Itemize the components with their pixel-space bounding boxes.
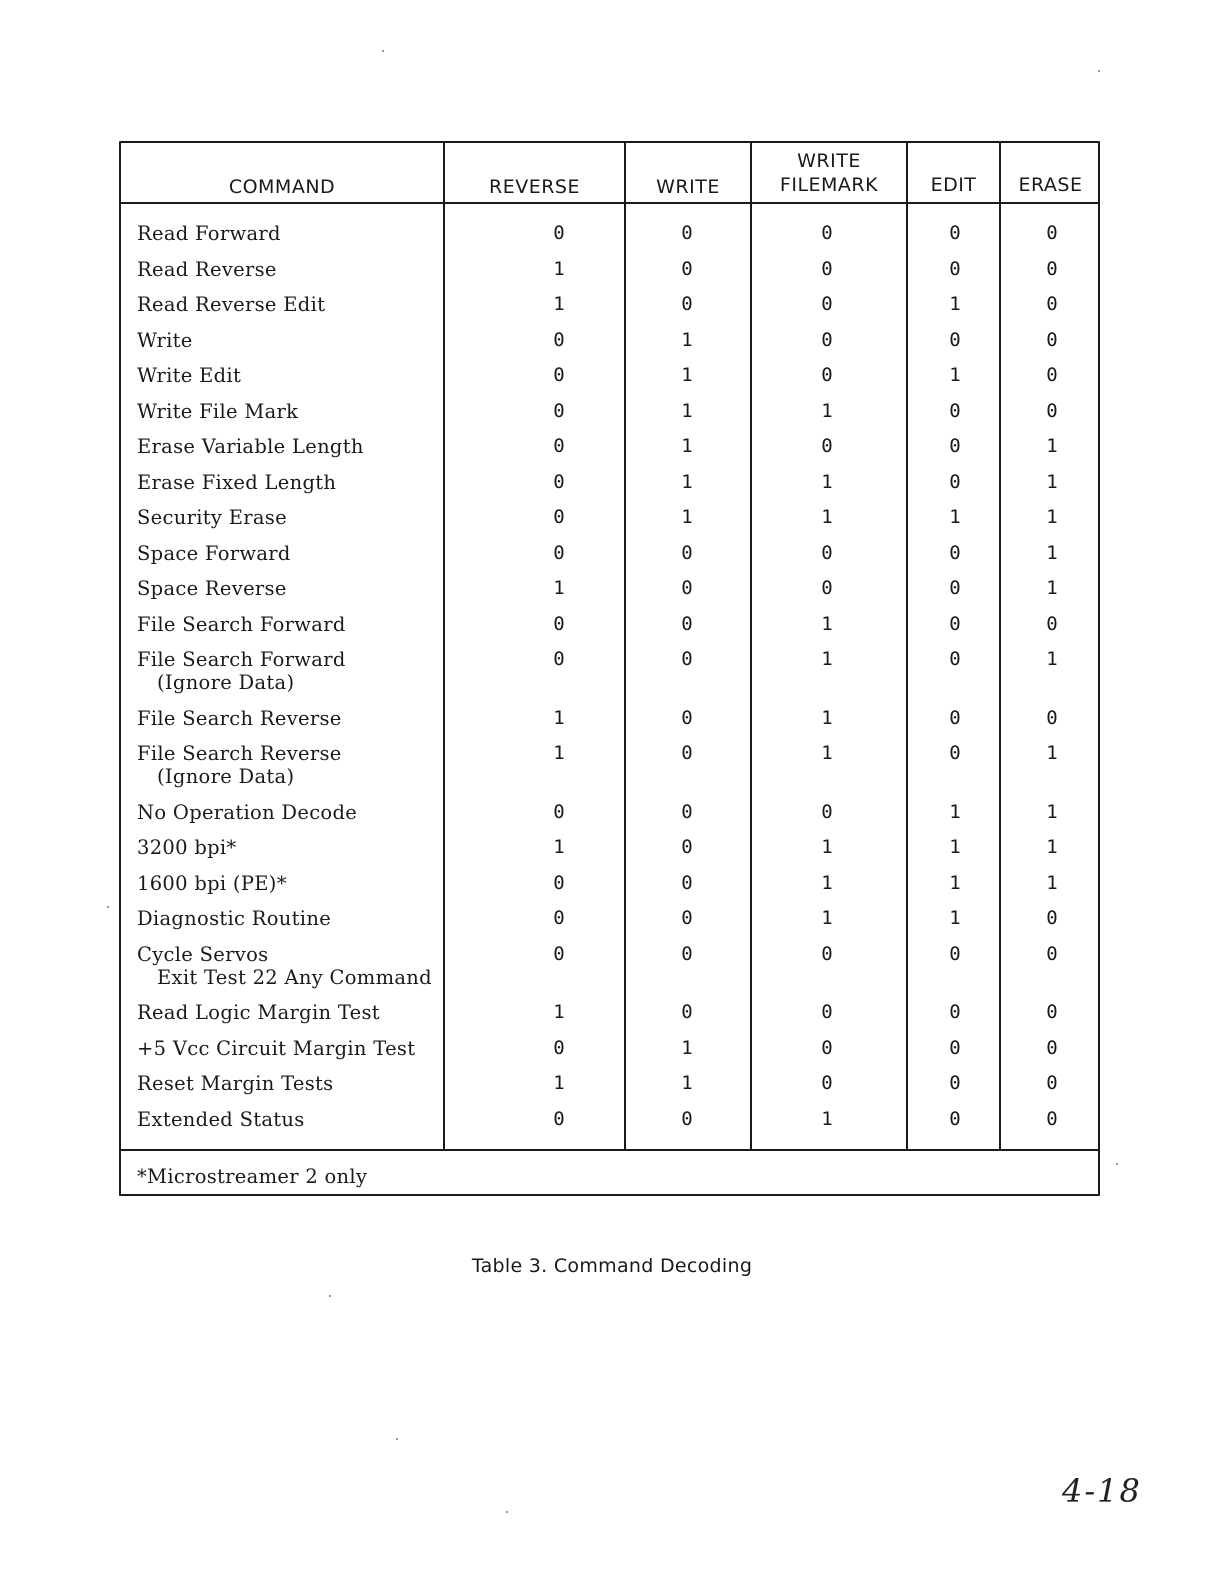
bit-value: 0 xyxy=(821,942,833,965)
bit-value: 1 xyxy=(553,577,565,599)
bit-value: 1 xyxy=(821,907,833,929)
bit-value: 0 xyxy=(949,328,961,351)
command-sublabel: (Ignore Data) xyxy=(157,671,295,694)
bit-value: 0 xyxy=(821,328,833,351)
bit-value: 0 xyxy=(553,470,565,493)
command-decoding-table xyxy=(119,141,1100,1196)
command-name xyxy=(137,836,236,859)
table-row xyxy=(121,942,1098,989)
command-name xyxy=(137,542,291,565)
command-label: Erase Fixed Length xyxy=(137,470,337,494)
bit-value: 0 xyxy=(553,506,565,528)
bit-value: 0 xyxy=(821,257,833,280)
header-edit: EDIT xyxy=(930,174,977,196)
bit-value: 1 xyxy=(553,293,565,315)
bit-value: 0 xyxy=(949,1107,961,1130)
bit-value: 1 xyxy=(949,907,961,929)
command-name xyxy=(137,577,287,600)
bit-value: 1 xyxy=(949,506,961,528)
bit-value: 0 xyxy=(949,257,961,280)
bit-value: 1 xyxy=(681,399,693,422)
command-name xyxy=(137,258,277,281)
table-row xyxy=(121,577,1098,609)
table-row xyxy=(121,707,1098,739)
command-name xyxy=(137,943,432,989)
header-command: COMMAND xyxy=(228,176,336,198)
bit-value: 0 xyxy=(553,1036,565,1059)
bit-value: 0 xyxy=(949,742,961,764)
command-name xyxy=(137,364,241,387)
bit-value: 0 xyxy=(553,222,565,244)
scan-speck xyxy=(1116,1163,1118,1165)
table-row xyxy=(121,400,1098,432)
bit-value: 0 xyxy=(553,1107,565,1130)
command-label: Space Forward xyxy=(137,541,291,565)
command-label: Reset Margin Tests xyxy=(137,1072,334,1095)
bit-value: 0 xyxy=(681,907,693,929)
command-label: File Search Reverse xyxy=(137,706,342,730)
bit-value: 0 xyxy=(1046,1107,1058,1130)
bit-value: 0 xyxy=(681,706,693,729)
table-row xyxy=(121,742,1098,788)
table-row xyxy=(121,801,1098,833)
bit-value: 0 xyxy=(681,577,693,599)
bit-value: 0 xyxy=(821,222,833,244)
bit-value: 1 xyxy=(821,612,833,635)
bit-value: 0 xyxy=(949,612,961,635)
command-name xyxy=(137,435,364,458)
command-sublabel: (Ignore Data) xyxy=(157,765,295,788)
bit-value: 1 xyxy=(949,836,961,858)
scan-speck xyxy=(396,1438,398,1440)
bit-value: 0 xyxy=(949,435,961,457)
bit-value: 1 xyxy=(553,257,565,280)
command-label: Read Forward xyxy=(137,222,281,245)
bit-value: 0 xyxy=(681,836,693,858)
scan-speck xyxy=(382,50,384,52)
bit-value: 0 xyxy=(681,612,693,635)
bit-value: 0 xyxy=(949,222,961,244)
table-row xyxy=(121,293,1098,325)
table-row xyxy=(121,907,1098,939)
bit-value: 0 xyxy=(949,470,961,493)
bit-value: 0 xyxy=(949,1036,961,1059)
bit-value: 0 xyxy=(553,541,565,564)
bit-value: 1 xyxy=(1046,871,1058,894)
bit-value: 0 xyxy=(1046,942,1058,965)
bit-value: 1 xyxy=(821,871,833,894)
command-label: Write File Mark xyxy=(137,399,299,423)
bit-value: 0 xyxy=(949,1001,961,1023)
bit-value: 0 xyxy=(1046,257,1058,280)
bit-value: 0 xyxy=(821,293,833,315)
page-number: 4-18 xyxy=(1062,1472,1142,1510)
bit-value: 0 xyxy=(1046,1036,1058,1059)
bit-value: 0 xyxy=(949,648,961,670)
bit-value: 0 xyxy=(681,1107,693,1130)
command-name xyxy=(137,471,336,494)
bit-value: 0 xyxy=(681,942,693,965)
bit-value: 1 xyxy=(949,871,961,894)
bit-value: 1 xyxy=(681,470,693,493)
bit-value: 1 xyxy=(821,742,833,764)
command-label: No Operation Decode xyxy=(137,800,358,824)
command-label: Extended Status xyxy=(137,1107,305,1131)
header-write: WRITE xyxy=(656,176,720,198)
bit-value: 1 xyxy=(1046,648,1058,670)
table-row xyxy=(121,258,1098,290)
bit-value: 0 xyxy=(681,1001,693,1023)
bit-value: 1 xyxy=(821,706,833,729)
table-row xyxy=(121,1072,1098,1104)
bit-value: 1 xyxy=(1046,742,1058,764)
header-erase: ERASE xyxy=(1018,174,1083,196)
bit-value: 1 xyxy=(553,706,565,729)
bit-value: 1 xyxy=(821,470,833,493)
bit-value: 0 xyxy=(821,1072,833,1094)
bit-value: 0 xyxy=(821,1036,833,1059)
command-name xyxy=(137,293,325,316)
bit-value: 0 xyxy=(681,871,693,894)
bit-value: 1 xyxy=(1046,506,1058,528)
command-name xyxy=(137,1001,380,1024)
command-label: File Search Reverse xyxy=(137,742,342,765)
command-label: Read Reverse xyxy=(137,257,277,281)
bit-value: 0 xyxy=(949,541,961,564)
bit-value: 1 xyxy=(1046,800,1058,823)
bit-value: 1 xyxy=(553,1001,565,1023)
bit-value: 0 xyxy=(681,293,693,315)
bit-value: 0 xyxy=(821,1001,833,1023)
bit-value: 0 xyxy=(949,399,961,422)
bit-value: 1 xyxy=(681,364,693,386)
bit-value: 0 xyxy=(553,328,565,351)
command-label: Cycle Servos xyxy=(137,942,269,966)
command-sublabel: Exit Test 22 Any Command xyxy=(157,965,432,989)
bit-value: 0 xyxy=(821,364,833,386)
command-name xyxy=(137,222,281,245)
bit-value: 1 xyxy=(553,1072,565,1094)
header-divider xyxy=(121,202,1098,204)
command-name xyxy=(137,506,287,529)
table-row xyxy=(121,872,1098,904)
bit-value: 1 xyxy=(821,1107,833,1130)
table-row xyxy=(121,222,1098,254)
command-name xyxy=(137,742,342,788)
command-label: Write Edit xyxy=(137,364,242,387)
bit-value: 0 xyxy=(949,942,961,965)
table-row xyxy=(121,1108,1098,1140)
scan-speck xyxy=(329,1295,331,1297)
bit-value: 1 xyxy=(1046,470,1058,493)
bit-value: 1 xyxy=(553,742,565,764)
command-name xyxy=(137,1037,415,1060)
table-row xyxy=(121,1037,1098,1069)
bit-value: 0 xyxy=(553,907,565,929)
bit-value: 1 xyxy=(821,836,833,858)
bit-value: 0 xyxy=(1046,364,1058,386)
command-label: Diagnostic Routine xyxy=(137,907,332,930)
bit-value: 0 xyxy=(553,648,565,670)
command-label: 3200 bpi* xyxy=(137,836,237,859)
bit-value: 0 xyxy=(949,706,961,729)
bit-value: 1 xyxy=(1046,836,1058,858)
footer-divider xyxy=(121,1149,1098,1151)
bit-value: 1 xyxy=(681,1072,693,1094)
command-label: Space Reverse xyxy=(137,577,287,600)
command-label: Write xyxy=(137,328,193,352)
table-row xyxy=(121,364,1098,396)
table-row xyxy=(121,1001,1098,1033)
bit-value: 1 xyxy=(681,435,693,457)
bit-value: 0 xyxy=(1046,399,1058,422)
command-label: Erase Variable Length xyxy=(137,435,364,458)
command-label: File Search Forward xyxy=(137,648,346,671)
bit-value: 0 xyxy=(1046,222,1058,244)
bit-value: 0 xyxy=(681,800,693,823)
bit-value: 0 xyxy=(1046,328,1058,351)
bit-value: 0 xyxy=(1046,907,1058,929)
table-row xyxy=(121,435,1098,467)
header-reverse: REVERSE xyxy=(489,176,580,198)
bit-value: 1 xyxy=(1046,577,1058,599)
table-row xyxy=(121,613,1098,645)
bit-value: 0 xyxy=(681,541,693,564)
scan-speck xyxy=(506,1511,508,1513)
table-row xyxy=(121,836,1098,868)
command-name xyxy=(137,400,298,423)
table-row xyxy=(121,471,1098,503)
command-label: Read Logic Margin Test xyxy=(137,1001,380,1024)
command-name xyxy=(137,1072,333,1095)
bit-value: 1 xyxy=(553,836,565,858)
command-name xyxy=(137,707,342,730)
bit-value: 0 xyxy=(681,222,693,244)
bit-value: 0 xyxy=(553,435,565,457)
header-write-filemark: WRITE FILEMARK xyxy=(779,150,879,196)
command-label: File Search Forward xyxy=(137,612,346,636)
bit-value: 1 xyxy=(1046,541,1058,564)
bit-value: 0 xyxy=(821,541,833,564)
command-label: Security Erase xyxy=(137,506,287,529)
bit-value: 0 xyxy=(553,612,565,635)
bit-value: 0 xyxy=(681,648,693,670)
bit-value: 0 xyxy=(553,942,565,965)
bit-value: 0 xyxy=(553,364,565,386)
command-label: +5 Vcc Circuit Margin Test xyxy=(137,1036,416,1060)
table-row xyxy=(121,329,1098,361)
bit-value: 1 xyxy=(681,1036,693,1059)
command-name xyxy=(137,613,346,636)
bit-value: 0 xyxy=(1046,293,1058,315)
bit-value: 0 xyxy=(681,742,693,764)
bit-value: 0 xyxy=(949,1072,961,1094)
command-name xyxy=(137,872,287,895)
bit-value: 1 xyxy=(681,328,693,351)
bit-value: 1 xyxy=(949,800,961,823)
command-name xyxy=(137,801,357,824)
table-footnote: *Microstreamer 2 only xyxy=(137,1165,368,1188)
bit-value: 1 xyxy=(949,293,961,315)
scan-speck xyxy=(1098,70,1100,72)
command-name xyxy=(137,648,346,694)
bit-value: 0 xyxy=(949,577,961,599)
table-caption: Table 3. Command Decoding xyxy=(471,1255,753,1277)
bit-value: 1 xyxy=(821,399,833,422)
bit-value: 1 xyxy=(1046,435,1058,457)
bit-value: 0 xyxy=(1046,706,1058,729)
bit-value: 0 xyxy=(553,871,565,894)
bit-value: 1 xyxy=(821,648,833,670)
bit-value: 0 xyxy=(553,800,565,823)
bit-value: 1 xyxy=(821,506,833,528)
bit-value: 1 xyxy=(949,364,961,386)
bit-value: 0 xyxy=(553,399,565,422)
table-row xyxy=(121,542,1098,574)
bit-value: 0 xyxy=(1046,1072,1058,1094)
command-name xyxy=(137,1108,305,1131)
command-name xyxy=(137,329,193,352)
bit-value: 1 xyxy=(681,506,693,528)
bit-value: 0 xyxy=(1046,612,1058,635)
table-row xyxy=(121,506,1098,538)
command-name xyxy=(137,907,331,930)
command-label: Read Reverse Edit xyxy=(137,293,326,316)
bit-value: 0 xyxy=(821,435,833,457)
table-row xyxy=(121,648,1098,694)
bit-value: 0 xyxy=(1046,1001,1058,1023)
scan-speck xyxy=(107,906,109,908)
bit-value: 0 xyxy=(681,257,693,280)
bit-value: 0 xyxy=(821,577,833,599)
bit-value: 0 xyxy=(821,800,833,823)
command-label: 1600 bpi (PE)* xyxy=(137,871,287,895)
